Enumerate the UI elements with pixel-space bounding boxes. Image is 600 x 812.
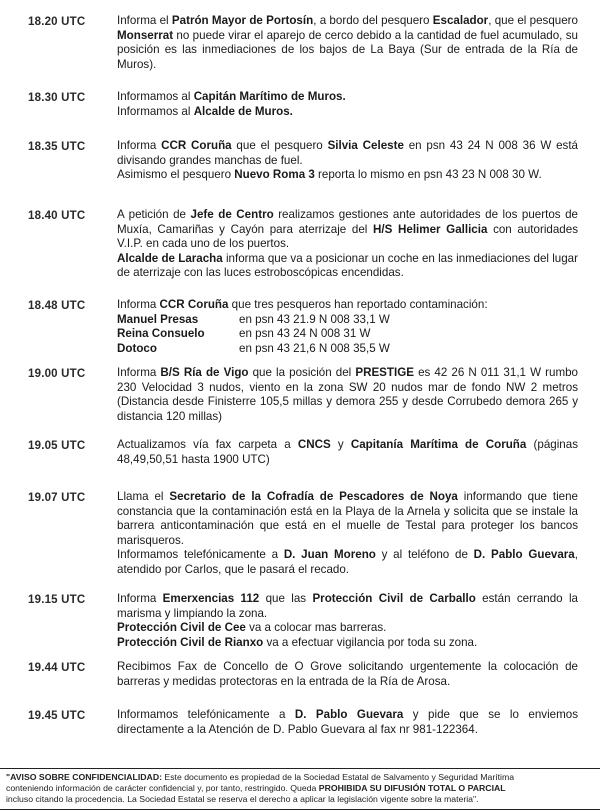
bold-name: Nuevo Roma 3 xyxy=(234,168,315,182)
entry-text xyxy=(117,366,578,424)
entry-text xyxy=(117,708,578,737)
text-run: que el pesquero xyxy=(231,139,328,152)
text-run: Informa el xyxy=(117,14,172,27)
text-run: Informamos al xyxy=(117,104,194,118)
text-run: Actualizamos vía fax carpeta a xyxy=(117,438,298,451)
entry-text xyxy=(117,208,578,281)
text-run: informa que va a posicionar un coche en las inmediaciones del lugar de aterrizaje con las luces estroboscópicas encendidas. xyxy=(117,251,578,280)
bold-name: Secretario de la Cofradía de Pescadores de Noya xyxy=(169,490,458,503)
vessel-position: en psn 43 21.9 N 008 33,1 W xyxy=(239,312,390,326)
notice-line-2 xyxy=(6,783,596,794)
notice-label: "AVISO SOBRE CONFIDENCIALIDAD: xyxy=(6,772,162,782)
entry-time: 19.00 UTC xyxy=(28,368,86,380)
text-run: es 42 26 N 011 31,1 W rumbo 230 Velocidad 3 nudos, viento en la zona SW 20 nudos mar de fondo NW 2 metros (Distancia desde Finisterre 105,5 millas y demora 255 y desde Corrubedo demora 265 y distancia 120 millas) xyxy=(117,366,578,423)
text-run: Informamos telefónicamente a xyxy=(117,708,295,721)
vessel-name: Reina Consuelo xyxy=(117,327,205,341)
entry-paragraph xyxy=(117,366,578,424)
bold-name: Capitanía Marítima de Coruña xyxy=(350,438,527,451)
entry-paragraph xyxy=(117,105,578,120)
bold-name: D. Pablo Guevara xyxy=(294,708,404,721)
entry-time: 19.44 UTC xyxy=(28,662,86,674)
entry-paragraph xyxy=(117,298,578,313)
entry-time: 18.48 UTC xyxy=(28,300,86,312)
confidentiality-notice xyxy=(0,768,600,810)
entry-text xyxy=(117,438,578,467)
bold-name: Monserrat xyxy=(117,28,174,42)
text-run: están cerrando la marisma y limpiando la zona. xyxy=(117,592,578,620)
entry-paragraph xyxy=(117,621,578,636)
entry-text xyxy=(117,14,578,72)
text-run: va a colocar mas barreras. xyxy=(245,621,387,635)
entry-time: 18.40 UTC xyxy=(28,210,86,222)
bold-name: Jefe de Centro xyxy=(190,208,274,221)
text-run: , atendido por Carlos, que le pasará el recado. xyxy=(117,548,578,576)
vessel-name: Manuel Presas xyxy=(117,312,199,326)
entry-time: 19.45 UTC xyxy=(28,710,86,722)
text-run: realizamos gestiones ante autoridades de los puertos de Muxía, Camariñas y Cayón para aterrizaje del xyxy=(117,208,578,236)
text-run: que las xyxy=(259,592,313,605)
bold-name: Patrón Mayor de Portosín xyxy=(171,14,314,27)
text-run: con autoridades V.I.P. en cada uno de los puertos. xyxy=(117,222,578,251)
bold-name: CCR Coruña xyxy=(161,139,232,152)
text-run: Informamos al xyxy=(117,90,194,103)
vessel-name: Dotoco xyxy=(117,341,157,355)
vessel-position: en psn 43 24 N 008 31 W xyxy=(239,327,371,341)
entry-time: 18.35 UTC xyxy=(28,141,86,153)
bold-name: PRESTIGE xyxy=(355,366,414,379)
text-run: Recibimos Fax de Concello de O Grove solicitando urgentemente la colocación de barreras y medidas protectoras en la entrada de la Ría de Arosa. xyxy=(117,660,578,688)
entry-text xyxy=(117,90,578,119)
entry-paragraph xyxy=(117,14,578,72)
entry-paragraph xyxy=(117,139,578,168)
notice-prohibition: PROHIBIDA SU DIFUSIÓN TOTAL O PARCIAL xyxy=(318,783,506,793)
text-run: va a efectuar vigilancia por toda su zona. xyxy=(263,635,478,649)
bold-name: H/S Helimer Gallicia xyxy=(373,222,488,236)
text-run: , que el pesquero xyxy=(488,14,578,27)
text-run: Informa xyxy=(117,298,160,311)
notice-line-1 xyxy=(6,772,596,783)
entry-time: 19.15 UTC xyxy=(28,594,86,606)
entry-paragraph xyxy=(117,252,578,281)
entry-time: 18.20 UTC xyxy=(28,16,86,28)
notice-text-2: conteniendo información de carácter confidencial y, por tanto, restringido. Queda xyxy=(6,783,319,793)
bold-name: B/S Ría de Vigo xyxy=(160,366,249,379)
entry-text xyxy=(117,592,578,650)
bold-name: Alcalde de Laracha xyxy=(117,251,223,265)
text-run: en psn 43 24 N 008 36 W está divisando grandes manchas de fuel. xyxy=(117,139,578,167)
bold-name: Protección Civil de Carballo xyxy=(312,592,476,605)
notice-line-3 xyxy=(6,794,596,805)
entry-paragraph xyxy=(117,208,578,252)
bold-name: Capitán Marítimo de Muros. xyxy=(193,90,346,103)
bold-name: Protección Civil de Cee xyxy=(117,621,246,635)
entry-text xyxy=(117,660,578,689)
entry-paragraph xyxy=(117,90,578,105)
text-run: , a bordo del pesquero xyxy=(313,14,433,27)
entry-paragraph xyxy=(117,438,578,467)
text-run: Informamos telefónicamente a xyxy=(117,548,284,562)
entry-paragraph xyxy=(117,660,578,689)
bold-name: Emerxencias 112 xyxy=(162,592,260,605)
entry-paragraph xyxy=(117,708,578,737)
entry-time: 19.05 UTC xyxy=(28,440,86,452)
vessel-position: en psn 43 21,6 N 008 35,5 W xyxy=(239,341,390,355)
vessel-list xyxy=(117,313,578,357)
bold-name: Silvia Celeste xyxy=(327,139,404,152)
text-run: A petición de xyxy=(117,208,191,221)
entry-text xyxy=(117,139,578,183)
text-run: que la posición del xyxy=(248,366,356,379)
entry-paragraph xyxy=(117,548,578,577)
bold-name: CCR Coruña xyxy=(159,298,229,311)
bold-name: CNCS xyxy=(297,438,331,451)
text-run: (páginas 48,49,50,51 hasta 1900 UTC) xyxy=(117,438,578,466)
text-run: Informa xyxy=(117,592,163,605)
entry-text xyxy=(117,490,578,578)
bold-name: Protección Civil de Rianxo xyxy=(117,635,264,649)
text-run: Asimismo el pesquero xyxy=(117,168,235,182)
bold-name: D. Juan Moreno xyxy=(283,548,376,562)
bold-name: D. Pablo Guevara xyxy=(473,548,575,562)
text-run: que tres pesqueros han reportado contaminación: xyxy=(228,298,488,311)
entry-paragraph xyxy=(117,168,578,183)
text-run: Llama el xyxy=(117,490,170,503)
bold-name: Escalador xyxy=(432,14,489,27)
entry-paragraph xyxy=(117,636,578,651)
text-run: Informa xyxy=(117,139,162,152)
notice-text-3: incluso citando la procedencia. La Sociedad Estatal se reserva el derecho a aplicar la legislación vigente sobre la materia". xyxy=(6,794,479,804)
notice-text-1: Este documento es propiedad de la Sociedad Estatal de Salvamento y Seguridad Marítima xyxy=(162,772,515,782)
entry-paragraph xyxy=(117,592,578,621)
text-run: y xyxy=(330,438,351,451)
text-run: y al teléfono de xyxy=(375,548,474,562)
entry-time: 18.30 UTC xyxy=(28,92,86,104)
text-run: reporta lo mismo en psn 43 23 N 008 30 W. xyxy=(314,168,542,182)
bold-name: Alcalde de Muros. xyxy=(193,104,293,118)
text-run: no puede virar el aparejo de cerco debido a la cantidad de fuel acumulado, su posición es las inmediaciones de los bajos de La Baya (Sur de entrada de la Ría de Muros). xyxy=(117,28,578,71)
text-run: Informa xyxy=(117,366,161,379)
entry-time: 19.07 UTC xyxy=(28,492,86,504)
entry-paragraph xyxy=(117,490,578,548)
entry-text xyxy=(117,298,578,356)
text-run: y pide que se lo enviemos directamente a la Atención de D. Pablo Guevara al fax nr 981-122364. xyxy=(117,708,578,736)
text-run: informando que tiene constancia que la contaminación está en la Playa de la Arnela y solicita que se instale la barrera anticontaminación que está en el muelle de Testal para proteger los bancos marisqueros. xyxy=(117,490,578,547)
